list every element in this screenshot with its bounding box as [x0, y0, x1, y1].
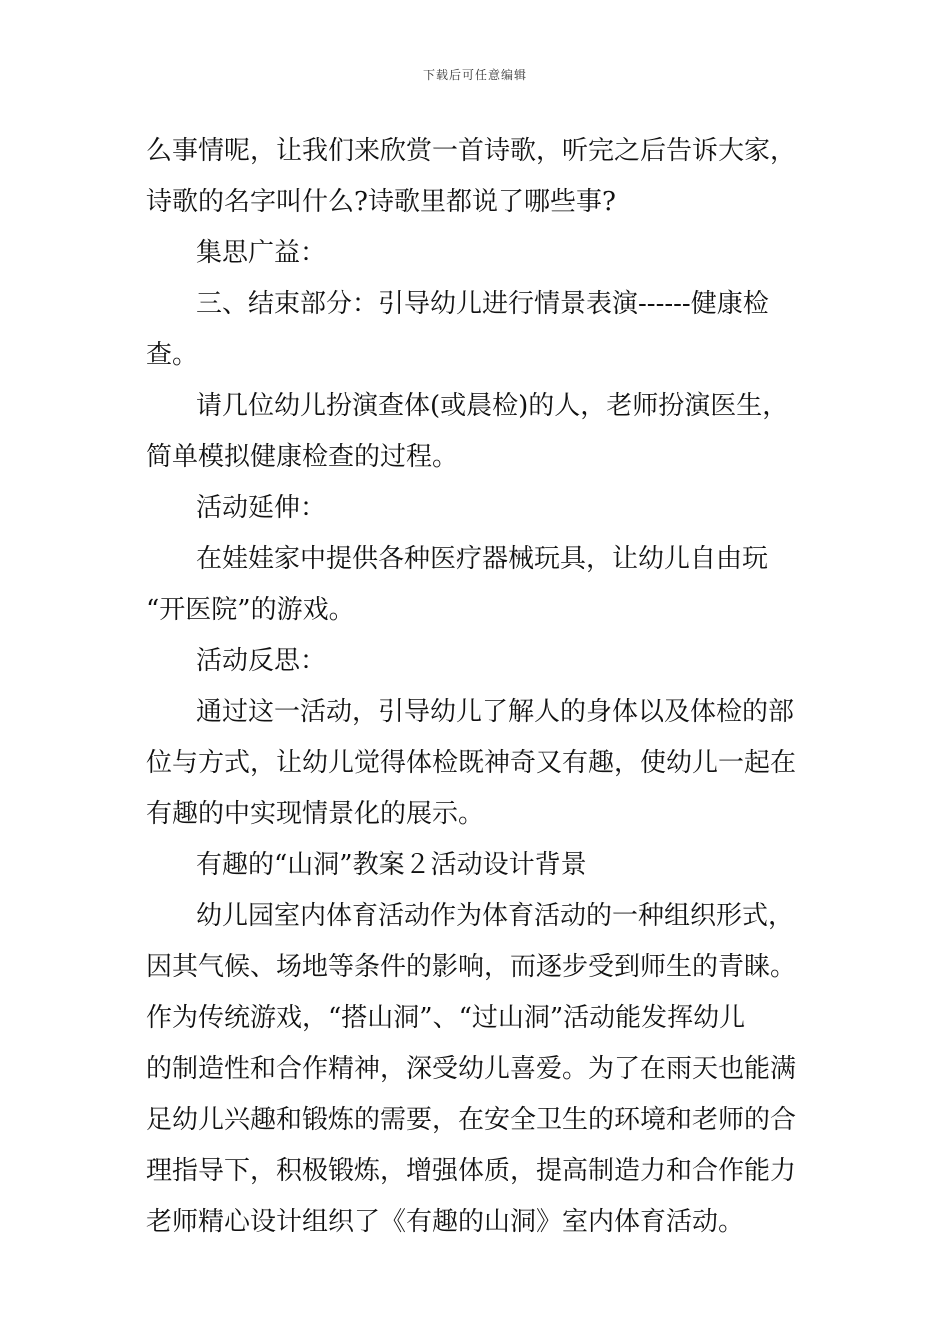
text-line: 理指导下，积极锻炼，增强体质，提高制造力和合作能力 [146, 1156, 797, 1186]
text-line: 在娃娃家中提供各种医疗器械玩具，让幼儿自由玩 [196, 544, 769, 574]
text-line: 有趣的中实现情景化的展示。 [146, 799, 485, 829]
text-line: 么事情呢，让我们来欣赏一首诗歌，听完之后告诉大家， [146, 136, 797, 166]
section-heading: 活动延伸： [196, 493, 327, 523]
text-line: 请几位幼儿扮演查体(或晨检)的人，老师扮演医生， [196, 391, 789, 421]
page-header: 下载后可任意编辑 [422, 68, 527, 82]
text-line: 足幼儿兴趣和锻炼的需要，在安全卫生的环境和老师的合 [146, 1105, 797, 1135]
section-heading: 集思广益： [196, 238, 327, 268]
text-line: 诗歌的名字叫什么?诗歌里都说了哪些事? [146, 187, 616, 217]
text-line: 因其气候、场地等条件的影响，而逐步受到师生的青睐。 [146, 952, 797, 982]
section-heading: 三、结束部分：引导幼儿进行情景表演------健康检 [196, 289, 769, 319]
text-line: 简单模拟健康检查的过程。 [146, 442, 459, 472]
text-line: “开医院”的游戏。 [146, 595, 355, 625]
section-heading: 有趣的“山洞”教案２活动设计背景 [196, 850, 587, 880]
text-line: 老师精心设计组织了《有趣的山洞》室内体育活动。 [146, 1207, 745, 1237]
section-heading: 活动反思： [196, 646, 327, 676]
text-line: 位与方式，让幼儿觉得体检既神奇又有趣，使幼儿一起在 [146, 748, 797, 778]
document-body [146, 126, 810, 1248]
text-line: 的制造性和合作精神，深受幼儿喜爱。为了在雨天也能满 [146, 1054, 797, 1084]
text-line: 作为传统游戏，“搭山洞”、“过山洞”活动能发挥幼儿 [146, 1003, 746, 1033]
text-line: 通过这一活动，引导幼儿了解人的身体以及体检的部 [196, 697, 795, 727]
text-line: 查。 [146, 340, 199, 370]
text-line: 幼儿园室内体育活动作为体育活动的一种组织形式， [196, 901, 795, 931]
